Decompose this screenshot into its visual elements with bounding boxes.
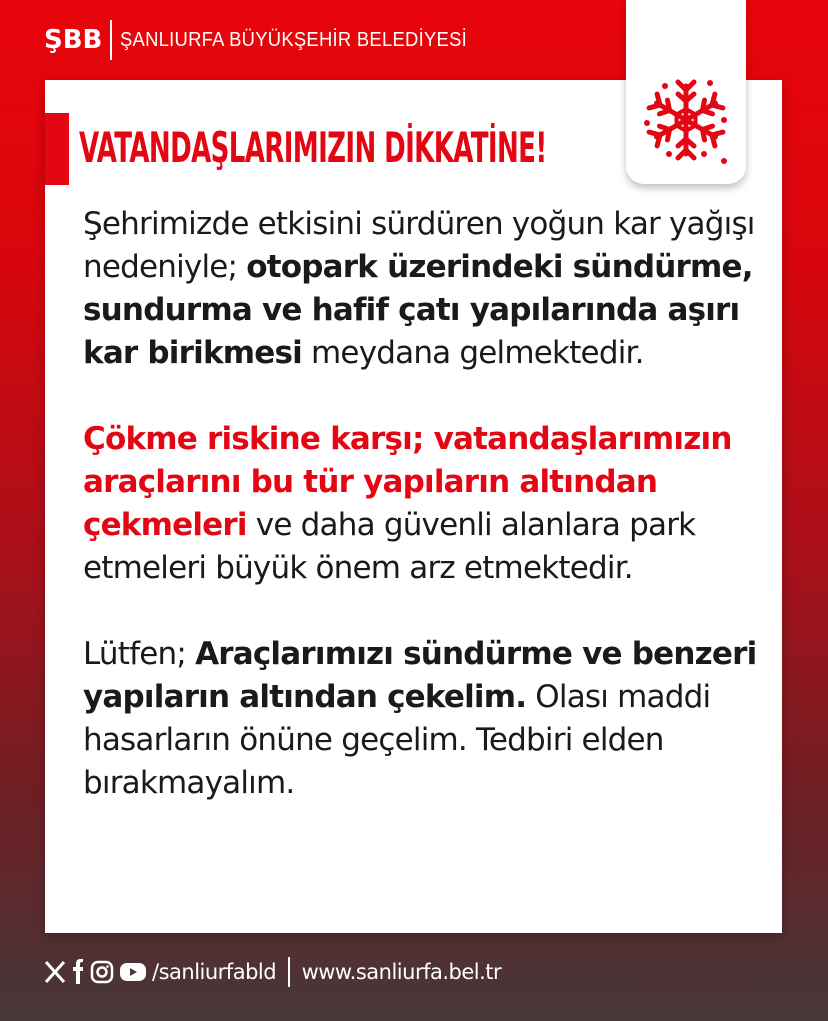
paragraph-3 bbox=[83, 633, 763, 805]
text-segment: ve daha güvenli alanlara park etmeleri büyük önem arz etmektedir. bbox=[83, 507, 696, 586]
footer bbox=[44, 955, 501, 989]
page-title: VATANDAŞLARIMIZIN DİKKATİNE! bbox=[79, 123, 547, 172]
sbb-logo: ŞBB bbox=[44, 25, 103, 55]
bold-segment: otopark üzerindeki sündürme, sundurma ve hafif çatı yapılarında aşırı kar birikmesi bbox=[83, 249, 753, 371]
paragraph-1 bbox=[83, 203, 763, 375]
text-segment: Şehrimizde etkisini sürdüren yoğun kar yağışı nedeniyle; bbox=[83, 206, 755, 285]
title-accent-bar bbox=[45, 113, 69, 185]
facebook-icon[interactable] bbox=[72, 959, 84, 985]
paragraph-2 bbox=[83, 418, 763, 590]
snowflake-icon bbox=[640, 74, 732, 166]
text-segment: meydana gelmektedir. bbox=[301, 335, 644, 371]
announcement-body bbox=[83, 203, 763, 848]
bold-segment: Araçlarımızı sündürme ve benzeri yapıların altından çekelim. bbox=[83, 636, 757, 715]
snowflake-badge bbox=[626, 0, 746, 184]
social-handle[interactable]: /sanliurfabld bbox=[152, 960, 277, 984]
header bbox=[44, 18, 497, 62]
header-divider bbox=[110, 20, 112, 60]
text-segment: Olası maddi hasarların önüne geçelim. Tedbiri elden bırakmayalım. bbox=[83, 679, 711, 801]
text-segment: Lütfen; bbox=[83, 636, 196, 672]
x-icon[interactable] bbox=[44, 960, 66, 984]
youtube-icon[interactable] bbox=[120, 962, 146, 982]
website-link[interactable]: www.sanliurfa.bel.tr bbox=[301, 960, 502, 984]
footer-divider bbox=[288, 957, 290, 987]
instagram-icon[interactable] bbox=[90, 960, 114, 984]
organization-name: ŞANLIURFA BÜYÜKŞEHİR BELEDİYESİ bbox=[119, 28, 467, 51]
highlight-segment: Çökme riskine karşı; vatandaşlarımızın araçlarını bu tür yapıların altından çekmeleri bbox=[83, 421, 732, 543]
